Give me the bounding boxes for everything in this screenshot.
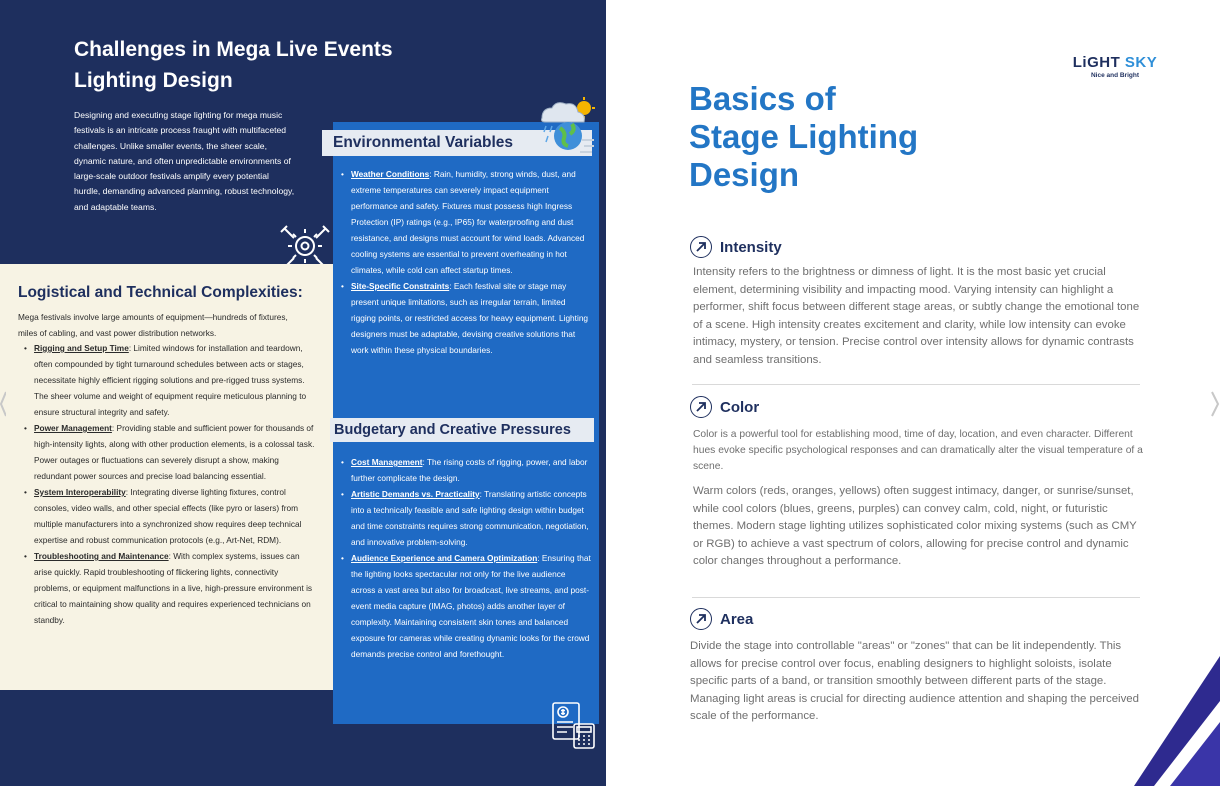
- list-item-text: : Integrating diverse lighting fixtures, control consoles, video walls, and other special effects (like pyro or lasers) from multiple manufacturers into a synchronized show requires deep technical expertise and robust communication protocols (e.g., Art-Net, RDM).: [34, 487, 302, 545]
- color-text-detail: Warm colors (reds, oranges, yellows) often suggest intimacy, danger, or sunrise/sunset, while cool colors (blues, greens, purples) can convey calm, cold, night, or futuristic themes. Modern stage lighting utilizes sophisticated color mixing systems (such as CMY or RGB) to achieve a vast spectrum of colors, allowing for precise control and dynamic color changes throughout a performance.: [693, 485, 1137, 568]
- area-text: Divide the stage into controllable "areas" or "zones" that can be lit independently. This allows for precise control over focus, enabling designers to highlight soloists, isolate specific parts of a band, or transition smoothly between different parts of the stage. Managing light areas is crucial for directing audience attention and shaping the perceived scale of the performance.: [690, 640, 1139, 723]
- list-item-title: Site-Specific Constraints: [351, 281, 450, 291]
- corner-stripe-decoration: [1070, 626, 1220, 786]
- color-text-intro: Color is a powerful tool for establishing mood, time of day, location, and even character. Different hues evoke specific psychological responses and can dramatically alter the visual temperature of a scene.: [693, 429, 1143, 472]
- section-divider: [692, 384, 1140, 385]
- list-item: [341, 486, 591, 550]
- budgetary-heading: Budgetary and Creative Pressures: [330, 418, 594, 442]
- list-item-title: Cost Management: [351, 457, 423, 467]
- list-item-title: Troubleshooting and Maintenance: [34, 551, 169, 561]
- logistical-panel: [0, 264, 333, 690]
- intensity-heading: [690, 236, 782, 258]
- weather-globe-icon: [534, 96, 598, 158]
- title-line: Stage Lighting: [689, 118, 919, 155]
- list-item-title: Weather Conditions: [351, 169, 430, 179]
- list-item: [341, 550, 591, 662]
- list-item: [24, 548, 316, 628]
- list-item-text: : The rising costs of rigging, power, and labor further complicate the design.: [351, 457, 588, 483]
- title-line: Basics of: [689, 80, 836, 117]
- list-item-text: : Rain, humidity, strong winds, dust, and extreme temperatures can severely impact equipment performance and safety. Fixtures must possess high Ingress Protection (IP) ratings (e.g., IP65) for waterproofing and dust resistance, and designs must account for wind loads. Advanced cooling systems are essential to prevent overheating in hot climates, while cold can affect startup times.: [351, 169, 585, 275]
- list-item: [341, 278, 591, 358]
- logistical-heading: Logistical and Technical Complexities:: [18, 284, 303, 301]
- list-item-title: Artistic Demands vs. Practicality: [351, 489, 480, 499]
- environmental-list: [341, 166, 591, 358]
- budgetary-list: [341, 454, 591, 662]
- list-item-title: Audience Experience and Camera Optimization: [351, 553, 538, 563]
- left-page-title: Challenges in Mega Live Events Lighting Design: [74, 38, 393, 92]
- section-title: Area: [720, 610, 754, 628]
- environmental-heading: Environmental Variables: [322, 130, 592, 156]
- arrow-up-right-icon: [690, 608, 712, 630]
- list-item-text: : Limited windows for installation and teardown, often compounded by tight turnaround schedules between acts or stages, necessitate highly efficient rigging solutions and pre-rigged truss systems. The sheer volume and weight of equipment require meticulous planning to ensure structural integrity and safety.: [34, 343, 307, 417]
- area-heading: [690, 608, 753, 630]
- list-item-title: Power Management: [34, 423, 112, 433]
- list-item: [24, 420, 316, 484]
- intensity-text: Intensity refers to the brightness or dimness of light. It is the most basic yet crucial element, determining visibility and impacting mood. Varying intensity can highlight a performer, shift focus between different stage areas, or subtly change the emotional tone of a scene. High intensity creates excitement and clarity, while low intensity can evoke intimacy, mystery, or tension. Precise control over intensity allows for dynamic contrasts and seamless transitions.: [693, 266, 1140, 366]
- logo-light-text: LiGHT: [1072, 54, 1121, 71]
- left-page: [0, 0, 606, 786]
- previous-page-icon[interactable]: [0, 384, 6, 424]
- list-item-text: : Each festival site or stage may present unique limitations, such as irregular terrain, limited rigging points, or restricted access for heavy equipment. Lighting designers must be adaptable, devising creative solutions that work within these physical boundaries.: [351, 281, 589, 355]
- logistical-list: [24, 340, 316, 628]
- list-item: [341, 166, 591, 278]
- logistical-intro: Mega festivals involve large amounts of equipment—hundreds of fixtures, miles of cabling, and vast power distribution networks.: [18, 312, 288, 338]
- list-item-title: System Interoperability: [34, 487, 126, 497]
- logo-sky-text: SKY: [1124, 54, 1158, 71]
- page-title: [689, 80, 1029, 194]
- color-heading: [690, 396, 759, 418]
- next-page-icon[interactable]: [1210, 384, 1220, 424]
- calculator-invoice-icon: [550, 700, 598, 750]
- section-title: Intensity: [720, 238, 782, 256]
- list-item: [24, 484, 316, 548]
- list-item-text: : Translating artistic concepts into a technically feasible and safe lighting design within budget and time constraints requires strong communication, negotiation, and innovative problem-solving.: [351, 489, 589, 547]
- list-item-text: : With complex systems, issues can arise quickly. Rapid troubleshooting of flickering lights, connectivity problems, or equipment malfunctions in a live, high-pressure environment is critical to maintaining show quality and requires experienced technicians on standby.: [34, 551, 313, 625]
- list-item-text: : Providing stable and sufficient power for thousands of high-intensity lights, along with other production elements, is a colossal task. Power outages or fluctuations can severely disrupt a show, making redundant power sources and precise load balancing essential.: [34, 423, 315, 481]
- arrow-up-right-icon: [690, 396, 712, 418]
- list-item: [24, 340, 316, 420]
- title-line: Design: [689, 156, 800, 193]
- section-title: Color: [720, 398, 760, 416]
- list-item: [341, 454, 591, 486]
- right-page: [606, 0, 1220, 786]
- list-item-title: Rigging and Setup Time: [34, 343, 129, 353]
- list-item-text: : Ensuring that the lighting looks spectacular not only for the live audience across a vast area but also for broadcast, live streams, and post-event media capture (IMAG, photos) adds another layer of complexity. Maintaining consistent skin tones and balanced exposure for cameras while creating dynamic looks for the crowd demands precise control and forethought.: [351, 553, 591, 659]
- left-intro-text: Designing and executing stage lighting for mega music festivals is an intricate process fraught with multifaceted challenges. Unlike smaller events, the sheer scale, dynamic nature, and often unpredictable environments of large-scale outdoor festivals amplify every potential hurdle, demanding advanced planning, robust technology, and adaptable teams.: [74, 110, 295, 212]
- light-sky-logo: [1070, 54, 1160, 79]
- logo-tagline: Nice and Bright: [1090, 72, 1140, 79]
- section-divider: [692, 597, 1140, 598]
- arrow-up-right-icon: [690, 236, 712, 258]
